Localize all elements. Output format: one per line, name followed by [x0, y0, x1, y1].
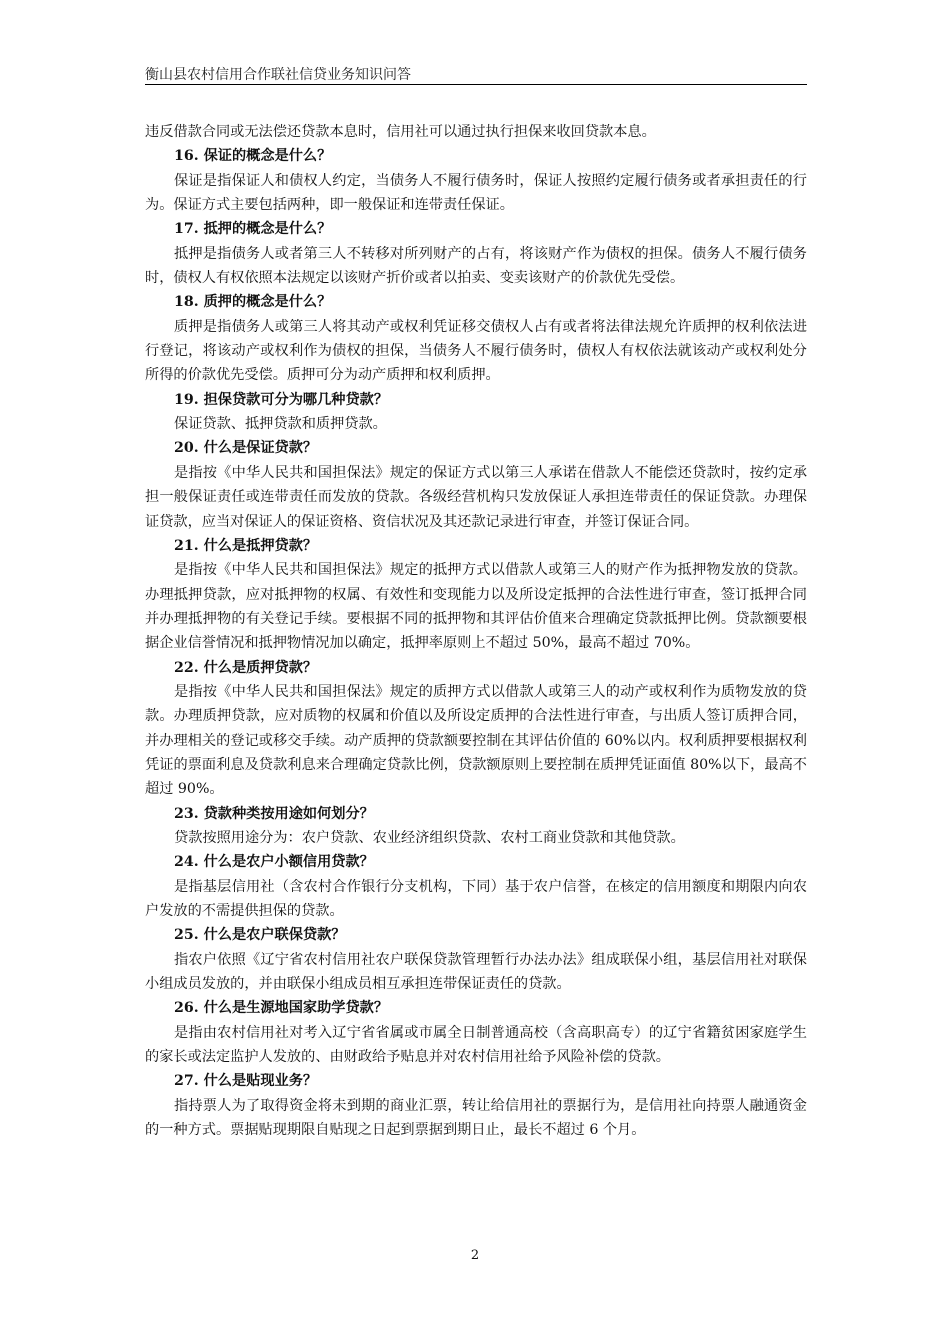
qa-item-21	[145, 534, 807, 656]
qa-item-24	[145, 850, 807, 923]
running-header: 衡山县农村信用合作联社信贷业务知识问答	[145, 67, 411, 83]
answer-paragraph: 是指基层信用社（含农村合作银行分支机构，下同）基于农户信誉，在核定的信用额度和期限内向农户发放的不需提供担保的贷款。	[145, 878, 807, 919]
header-divider	[145, 84, 807, 85]
qa-item-20	[145, 436, 807, 533]
question-heading: 18. 质押的概念是什么？	[174, 294, 332, 311]
question-heading: 17. 抵押的概念是什么？	[174, 221, 332, 238]
answer-paragraph: 指持票人为了取得资金将未到期的商业汇票，转让给信用社的票据行为，是信用社向持票人融通资金的一种方式。票据贴现期限自贴现之日起到票据到期日止，最长不超过 6 个月。	[145, 1097, 807, 1139]
answer-paragraph: 是指由农村信用社对考入辽宁省省属或市属全日制普通高校（含高职高专）的辽宁省籍贫困家庭学生的家长或法定监护人发放的、由财政给予贴息并对农村信用社给予风险补偿的贷款。	[145, 1024, 807, 1066]
qa-item-22	[145, 656, 807, 802]
qa-item-19	[145, 388, 807, 437]
answer-paragraph: 保证贷款、抵押贷款和质押贷款。	[174, 416, 387, 433]
question-heading: 23. 贷款种类按用途如何划分？	[174, 805, 374, 822]
answer-paragraph: 指农户依照《辽宁省农村信用社农户联保贷款管理暂行办法办法》组成联保小组，基层信用社对联保小组成员发放的，并由联保小组成员相互承担连带保证责任的贷款。	[145, 951, 807, 993]
answer-paragraph: 是指按《中华人民共和国担保法》规定的保证方式以第三人承诺在借款人不能偿还贷款时，按约定承担一般保证责任或连带责任而发放的贷款。各级经营机构只发放保证人承担连带责任的保证贷款。办理保证贷款，应当对保证人的保证资格、资信状况及其还款记录进行审查，并签订保证合同。	[145, 464, 807, 530]
question-heading: 27. 什么是贴现业务？	[174, 1073, 318, 1090]
page-number: 2	[470, 1248, 480, 1263]
qa-item-23	[145, 802, 807, 851]
answer-paragraph: 贷款按照用途分为：农户贷款、农业经济组织贷款、农村工商业贷款和其他贷款。	[174, 829, 685, 846]
qa-item-26	[145, 996, 807, 1069]
answer-paragraph: 质押是指债务人或第三人将其动产或权利凭证移交债权人占有或者将法律法规允许质押的权利依法进行登记，将该动产或权利作为债权的担保，当债务人不履行债务时，债权人有权依法就该动产或权利处分所得的价款优先受偿。质押可分为动产质押和权利质押。	[145, 318, 807, 384]
qa-item-18	[145, 290, 807, 387]
question-heading: 26. 什么是生源地国家助学贷款？	[174, 1000, 389, 1017]
answer-paragraph: 是指按《中华人民共和国担保法》规定的质押方式以借款人或第三人的动产或权利作为质物发放的贷款。办理质押贷款，应对质物的权属和价值以及所设定质押的合法性进行审查，与出质人签订质押合同，并办理相关的登记或移交手续。动产质押的贷款额要控制在其评估价值的 60%以内。权利质押要根据权利凭证的票面利息及贷款利息来合理确定贷款比例，贷款额原则上要控制在质押凭证面值 80%以下，最高不超过 90%。	[145, 683, 807, 798]
intro-paragraph: 违反借款合同或无法偿还贷款本息时，信用社可以通过执行担保来收回贷款本息。	[145, 124, 656, 140]
qa-item-16	[145, 144, 807, 217]
answer-paragraph: 是指按《中华人民共和国担保法》规定的抵押方式以借款人或第三人的财产作为抵押物发放的贷款。办理抵押贷款，应对抵押物的权属、有效性和变现能力以及所设定抵押的合法性进行审查，签订抵押合同并办理抵押物的有关登记手续。要根据不同的抵押物和其评估价值来合理确定贷款抵押比例。贷款额要根据企业信誉情况和抵押物情况加以确定，抵押率原则上不超过 50%，最高不超过 70%。	[145, 562, 807, 652]
question-heading: 20. 什么是保证贷款？	[174, 440, 318, 457]
qa-item-27	[145, 1069, 807, 1142]
qa-item-25	[145, 923, 807, 996]
qa-item-17	[145, 217, 807, 290]
question-heading: 21. 什么是抵押贷款？	[174, 537, 318, 554]
question-heading: 24. 什么是农户小额信用贷款？	[174, 854, 374, 871]
question-heading: 25. 什么是农户联保贷款？	[174, 927, 346, 944]
answer-paragraph: 抵押是指债务人或者第三人不转移对所列财产的占有，将该财产作为债权的担保。债务人不履行债务时，债权人有权依照本法规定以该财产折价或者以拍卖、变卖该财产的价款优先受偿。	[145, 245, 807, 287]
question-heading: 19. 担保贷款可分为哪几种贷款？	[174, 391, 389, 408]
answer-paragraph: 保证是指保证人和债权人约定，当债务人不履行债务时，保证人按照约定履行债务或者承担责任的行为。保证方式主要包括两种，即一般保证和连带责任保证。	[145, 172, 807, 214]
question-heading: 16. 保证的概念是什么？	[174, 148, 332, 165]
document-body	[145, 120, 807, 1142]
question-heading: 22. 什么是质押贷款？	[174, 659, 318, 676]
